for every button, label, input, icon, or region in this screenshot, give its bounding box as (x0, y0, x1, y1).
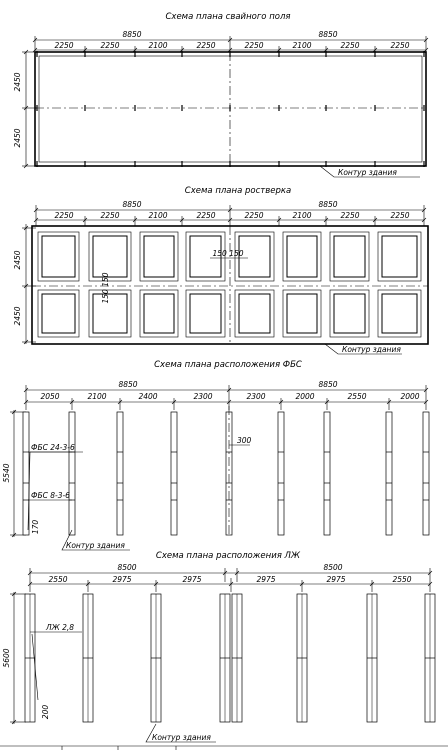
fbs-wall (69, 412, 75, 535)
grillage-cell (378, 290, 421, 337)
lzh-span-dim: 2550 (392, 575, 412, 584)
pile-plan-title: Схема плана свайного поля (165, 12, 291, 22)
grillage-cell (38, 232, 79, 281)
grillage-cell-inner (42, 236, 75, 277)
pile-span-dims (54, 41, 409, 50)
grillage-cell-inner (287, 294, 317, 333)
grillage-cell-inner (42, 294, 75, 333)
fbs-wall (278, 412, 284, 535)
grillage-cell (378, 232, 421, 281)
grillage-cell (283, 290, 321, 337)
grillage-cell-inner (382, 294, 417, 333)
grillage-cell-inner (93, 294, 127, 333)
lzh-span-dims (48, 575, 411, 584)
fbs-wall (324, 412, 330, 535)
lzh-plan-title: Схема плана расположения ЛЖ (155, 551, 301, 561)
grillage-span-dim: 2100 (292, 211, 312, 220)
grillage-cell-inner (382, 236, 417, 277)
pile-total-dim: 8850 (122, 30, 142, 39)
grillage-cell-inner (239, 294, 270, 333)
grillage-cell-inner (334, 236, 365, 277)
grillage-left-dim: 2450 (13, 306, 22, 326)
fbs-block-walls (23, 412, 429, 535)
fbs-label-a: ФБС 24-3-6 (31, 443, 75, 452)
lzh-total-dim: 8500 (323, 563, 343, 572)
lzh-label: ЛЖ 2,8 (46, 623, 75, 632)
fbs-total-dim: 8850 (318, 380, 338, 389)
grillage-plan-title: Схема плана ростверка (184, 186, 292, 196)
lzh-total-dim: 8500 (117, 563, 137, 572)
grillage-total-dim: 8850 (318, 200, 338, 209)
fbs-dim-300: 300 (237, 436, 252, 445)
grillage-span-dims (54, 211, 409, 220)
grillage-span-dim: 2250 (340, 211, 360, 220)
fbs-wall (386, 412, 392, 535)
grillage-cell (235, 290, 274, 337)
fbs-dim-170: 170 (31, 519, 40, 535)
lzh-beams (25, 594, 435, 722)
fbs-total-dim: 8850 (118, 380, 138, 389)
pile-markers (37, 51, 424, 167)
grillage-cell (140, 232, 178, 281)
lzh-left-dim: 5600 (2, 648, 11, 668)
pile-span-dim: 2100 (292, 41, 312, 50)
grillage-cell (186, 290, 225, 337)
grillage-cell-inner (239, 236, 270, 277)
pile-span-dim: 2250 (54, 41, 74, 50)
pile-span-dim: 2250 (244, 41, 264, 50)
fbs-span-dims (40, 392, 419, 401)
fbs-left-dim: 5540 (2, 463, 11, 483)
lzh-span-dim: 2975 (326, 575, 346, 584)
pile-contour-label: Контур здания (338, 168, 397, 177)
fbs-wall (171, 412, 177, 535)
fbs-label-b: ФБС 8-3-6 (31, 491, 70, 500)
grillage-cell (38, 290, 79, 337)
grillage-span-dim: 2250 (244, 211, 264, 220)
fbs-span-dim: 2050 (40, 392, 60, 401)
grillage-contour-label: Контур здания (342, 345, 401, 354)
pile-span-dim: 2250 (196, 41, 216, 50)
grillage-span-dim: 2250 (390, 211, 410, 220)
fbs-contour-label: Контур здания (66, 541, 125, 550)
fbs-plan (2, 360, 429, 550)
fbs-wall (117, 412, 123, 535)
grillage-span-dim: 2100 (148, 211, 168, 220)
lzh-plan (2, 551, 435, 742)
fbs-span-dim: 2400 (138, 392, 158, 401)
grillage-cell (283, 232, 321, 281)
fbs-span-dim: 2000 (295, 392, 315, 401)
grillage-cells (38, 232, 421, 337)
pile-left-dim: 2450 (13, 128, 22, 148)
lzh-span-dim: 2975 (256, 575, 276, 584)
grillage-cell-inner (287, 236, 317, 277)
pile-span-dim: 2250 (340, 41, 360, 50)
pile-span-dim: 2250 (390, 41, 410, 50)
grillage-cell-inner (93, 236, 127, 277)
fbs-wall (423, 412, 429, 535)
lzh-span-dim: 2975 (112, 575, 132, 584)
pile-total-dim: 8850 (318, 30, 338, 39)
fbs-span-dim: 2000 (400, 392, 420, 401)
lzh-contour-label: Контур здания (152, 733, 211, 742)
grillage-cell (330, 290, 369, 337)
grillage-total-dim: 8850 (122, 200, 142, 209)
pile-span-dim: 2250 (100, 41, 120, 50)
grillage-cell (140, 290, 178, 337)
lzh-dim-200: 200 (41, 704, 50, 720)
pile-span-dim: 2100 (148, 41, 168, 50)
pile-left-dim: 2450 (13, 72, 22, 92)
grillage-span-dim: 2250 (54, 211, 74, 220)
grillage-cell (89, 232, 131, 281)
grillage-cell-inner (144, 294, 174, 333)
fbs-plan-title: Схема плана расположения ФБС (154, 360, 302, 370)
grillage-left-dim: 2450 (13, 250, 22, 270)
pile-field-plan (13, 12, 428, 177)
grillage-cell-inner (144, 236, 174, 277)
fbs-span-dim: 2100 (87, 392, 107, 401)
grillage-cell-inner (190, 294, 221, 333)
fbs-span-dim: 2300 (193, 392, 213, 401)
grillage-span-dim: 2250 (100, 211, 120, 220)
fbs-span-dim: 2300 (246, 392, 266, 401)
grillage-cell (89, 290, 131, 337)
grillage-note-vertical: 150 150 (101, 272, 110, 304)
grillage-span-dim: 2250 (196, 211, 216, 220)
lzh-span-dim: 2550 (48, 575, 68, 584)
grillage-plan (13, 186, 428, 354)
grillage-cell-inner (334, 294, 365, 333)
grillage-cell (330, 232, 369, 281)
lzh-span-dim: 2975 (182, 575, 202, 584)
fbs-span-dim: 2550 (347, 392, 367, 401)
grillage-note-horizontal: 150 150 (212, 249, 244, 258)
